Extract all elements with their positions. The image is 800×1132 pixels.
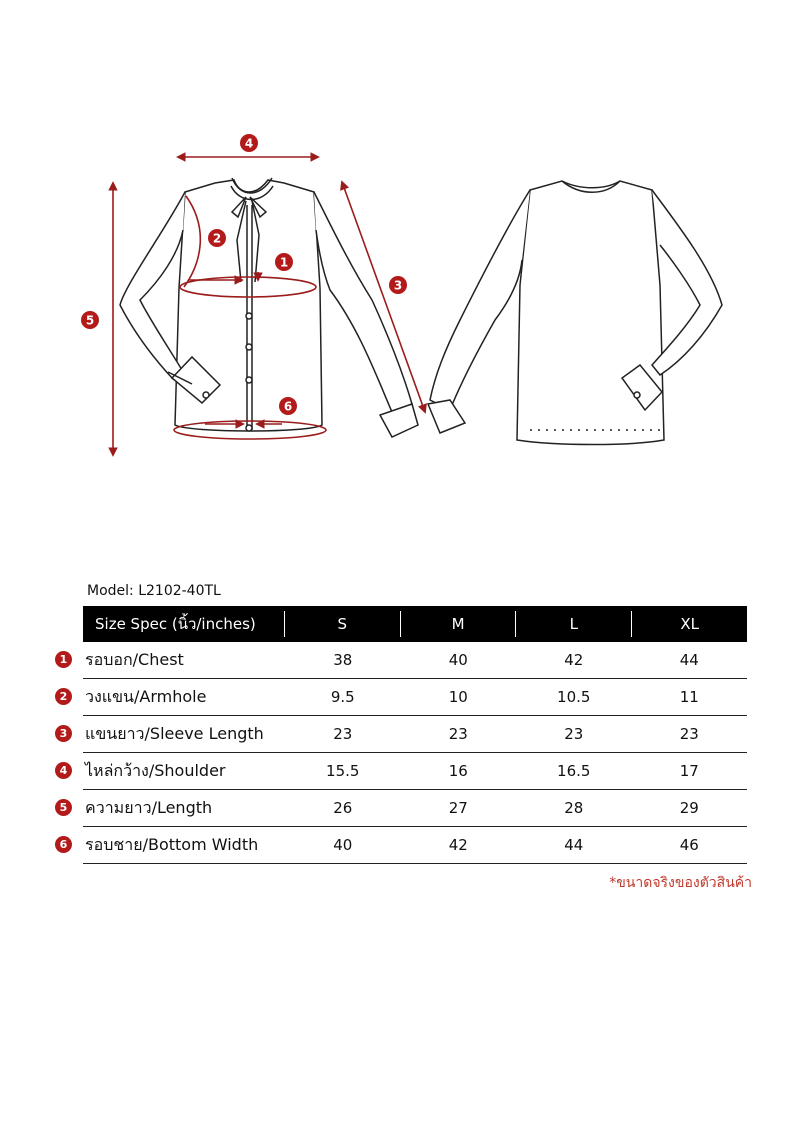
svg-text:2: 2 — [212, 231, 222, 246]
cell-value: 29 — [679, 799, 699, 817]
marker-6 — [279, 397, 297, 415]
cell-value: 40 — [448, 651, 468, 669]
table-row-chest — [59, 642, 747, 679]
row-label: รอบชาย/Bottom Width — [85, 834, 259, 854]
cell-value: 10 — [448, 688, 468, 706]
cell-value: 23 — [448, 725, 468, 743]
cell-value: 46 — [679, 836, 699, 854]
cell-value: 10.5 — [557, 688, 591, 706]
model-label: Model: L2102-40TL — [87, 583, 221, 599]
header-size-xl: XL — [680, 615, 699, 633]
row-number-badge: 2 — [55, 688, 72, 705]
svg-text:5: 5 — [85, 313, 95, 328]
shirt-front-drawing — [120, 178, 418, 437]
header-size-l: L — [569, 615, 579, 633]
svg-text:1: 1 — [279, 255, 289, 270]
table-row-sleeve-length — [59, 716, 747, 753]
cell-value: 40 — [333, 836, 353, 854]
cell-value: 42 — [448, 836, 468, 854]
cell-value: 44 — [564, 836, 584, 854]
row-number-badge: 6 — [55, 836, 72, 853]
cell-value: 23 — [333, 725, 353, 743]
row-label: วงแขน/Armhole — [85, 686, 207, 706]
row-label: รอบอก/Chest — [85, 649, 184, 669]
cell-value: 11 — [679, 688, 699, 706]
table-row-shoulder — [59, 753, 747, 790]
shirt-back-drawing — [428, 181, 722, 445]
svg-text:3: 3 — [393, 278, 403, 293]
size-spec-table — [59, 606, 747, 864]
cell-value: 16 — [448, 762, 468, 780]
row-number-badge: 3 — [55, 725, 72, 742]
cell-value: 16.5 — [557, 762, 591, 780]
table-row-length — [59, 790, 747, 827]
header-size-m: M — [451, 615, 465, 633]
cell-value: 42 — [564, 651, 584, 669]
svg-text:6: 6 — [283, 399, 293, 414]
cell-value: 28 — [564, 799, 584, 817]
marker-3 — [389, 276, 407, 294]
row-label: แขนยาว/Sleeve Length — [85, 723, 264, 743]
cell-value: 17 — [679, 762, 699, 780]
cell-value: 23 — [564, 725, 584, 743]
table-row-armhole — [59, 679, 747, 716]
row-number-badge: 5 — [55, 799, 72, 816]
marker-2 — [208, 229, 226, 247]
row-label: ความยาว/Length — [85, 797, 213, 817]
cell-value: 26 — [333, 799, 353, 817]
cell-value: 27 — [448, 799, 468, 817]
row-label: ไหล่กว้าง/Shoulder — [85, 760, 226, 780]
marker-1 — [275, 253, 293, 271]
table-header — [83, 606, 747, 642]
cell-value: 38 — [333, 651, 353, 669]
actual-size-note: *ขนาดจริงของตัวสินค้า — [609, 875, 752, 891]
svg-text:4: 4 — [244, 136, 254, 151]
garment-diagram — [0, 0, 800, 520]
row-number-badge: 4 — [55, 762, 72, 779]
cell-value: 9.5 — [330, 688, 355, 706]
table-row-bottom-width — [59, 827, 747, 864]
cell-value: 44 — [679, 651, 699, 669]
header-size-s: S — [337, 615, 347, 633]
row-number-badge: 1 — [55, 651, 72, 668]
cell-value: 23 — [679, 725, 699, 743]
header-size-spec: Size Spec (นิ้ว/inches) — [95, 615, 256, 633]
marker-5 — [81, 311, 99, 329]
marker-4 — [240, 134, 258, 152]
cell-value: 15.5 — [326, 762, 360, 780]
